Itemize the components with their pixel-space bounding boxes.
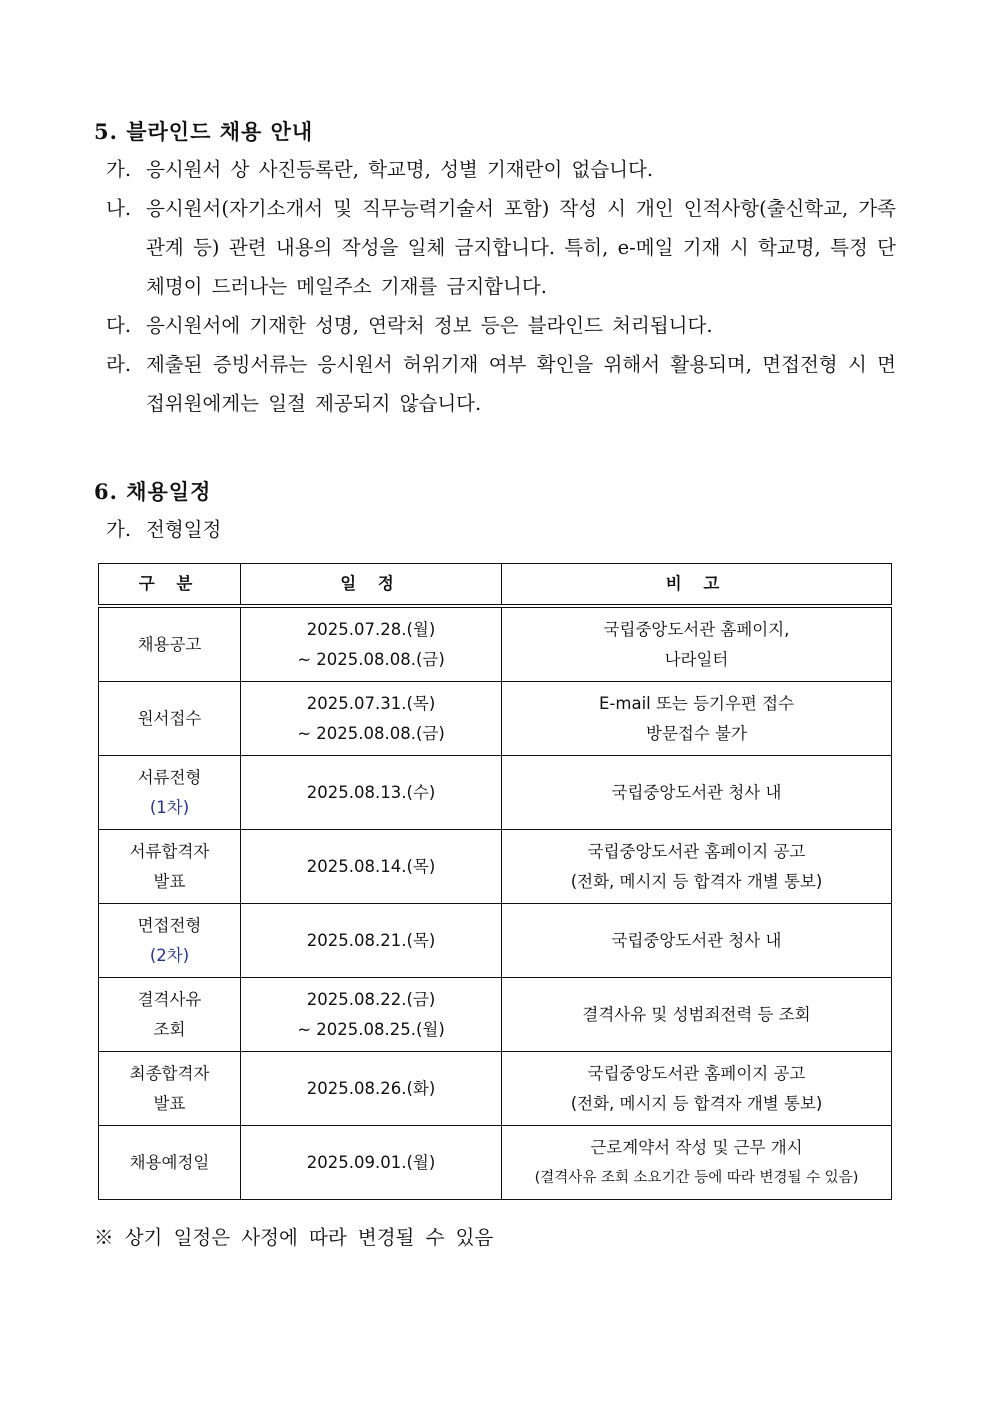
- schedule-cell: [241, 1126, 502, 1200]
- category-cell: [99, 830, 241, 904]
- category-cell: [99, 904, 241, 978]
- remarks-cell: [502, 756, 892, 830]
- sub-heading-label: 전형일정: [146, 518, 222, 541]
- schedule-cell-line-1: 2025.08.14.(목): [306, 856, 436, 876]
- table-row: [99, 1052, 892, 1126]
- schedule-cell: [241, 978, 502, 1052]
- schedule-cell-line-1: 2025.07.28.(월): [306, 619, 436, 639]
- table-header-row: [99, 564, 892, 607]
- category-cell-line-1: 채용예정일: [129, 1152, 210, 1172]
- category-cell-line-2: (2차): [149, 945, 190, 965]
- table-row: [99, 1126, 892, 1200]
- section-6-title: 6. 채용일정: [94, 479, 212, 504]
- item-text: 제출된 증빙서류는 응시원서 허위기재 여부 확인을 위해서 활용되며, 면접전형 시 면접위원에게는 일절 제공되지 않습니다.: [146, 353, 896, 415]
- category-cell-line-2: 발표: [153, 1093, 186, 1113]
- schedule-cell-line-1: 2025.07.31.(목): [306, 693, 436, 713]
- remarks-cell-line-2: (전화, 메시지 등 합격자 개별 통보): [570, 1093, 823, 1113]
- schedule-cell-line-2: ~ 2025.08.08.(금): [297, 649, 445, 669]
- list-item: [106, 345, 896, 423]
- list-item: [106, 306, 896, 345]
- schedule-cell-line-1: 2025.08.22.(금): [306, 989, 436, 1009]
- schedule-table-body: [99, 606, 892, 1200]
- schedule-cell-line-1: 2025.08.26.(화): [306, 1078, 436, 1098]
- remarks-cell-line-1: 국립중앙도서관 홈페이지 공고: [587, 841, 806, 861]
- list-item: [106, 189, 896, 306]
- header-category: 구 분: [99, 564, 241, 607]
- category-cell-line-1: 서류전형: [137, 767, 202, 787]
- category-cell: [99, 682, 241, 756]
- schedule-cell: [241, 682, 502, 756]
- remarks-cell: [502, 682, 892, 756]
- item-marker: 가.: [106, 518, 132, 541]
- item-marker: 나.: [106, 197, 132, 220]
- table-row: [99, 756, 892, 830]
- category-cell: [99, 756, 241, 830]
- category-cell-line-1: 면접전형: [137, 915, 202, 935]
- category-cell: [99, 1052, 241, 1126]
- schedule-table: [98, 563, 892, 1200]
- table-row: [99, 830, 892, 904]
- category-cell-line-1: 서류합격자: [129, 841, 210, 861]
- remarks-cell: [502, 830, 892, 904]
- category-cell-line-1: 채용공고: [137, 634, 202, 654]
- schedule-cell: [241, 756, 502, 830]
- sub-heading: [106, 510, 896, 549]
- category-cell-line-1: 원서접수: [137, 708, 202, 728]
- remarks-cell-line-2: 나라일터: [664, 649, 729, 669]
- schedule-cell-line-2: ~ 2025.08.08.(금): [297, 723, 445, 743]
- remarks-cell-line-1: 국립중앙도서관 청사 내: [611, 930, 782, 950]
- schedule-cell-line-2: ~ 2025.08.25.(월): [297, 1019, 445, 1039]
- remarks-cell-line-2: 방문접수 불가: [646, 723, 747, 743]
- remarks-cell-line-1: 국립중앙도서관 홈페이지,: [603, 619, 790, 639]
- category-cell: [99, 1126, 241, 1200]
- header-schedule: 일 정: [241, 564, 502, 607]
- remarks-cell-line-1: E-mail 또는 등기우편 접수: [599, 693, 794, 713]
- item-marker: 다.: [106, 314, 132, 337]
- category-cell-line-1: 결격사유: [137, 989, 202, 1009]
- header-remarks: 비 고: [502, 564, 892, 607]
- item-marker: 가.: [106, 158, 132, 181]
- remarks-cell: [502, 1126, 892, 1200]
- category-cell-line-2: (1차): [149, 797, 190, 817]
- remarks-cell: [502, 606, 892, 682]
- schedule-cell: [241, 1052, 502, 1126]
- category-cell: [99, 978, 241, 1052]
- schedule-cell-line-1: 2025.08.13.(수): [306, 782, 436, 802]
- schedule-cell: [241, 904, 502, 978]
- table-row: [99, 682, 892, 756]
- table-row: [99, 978, 892, 1052]
- remarks-cell-line-2: (전화, 메시지 등 합격자 개별 통보): [570, 871, 823, 891]
- schedule-cell-line-1: 2025.09.01.(월): [306, 1152, 436, 1172]
- list-item: [106, 150, 896, 189]
- section-5-title: 5. 블라인드 채용 안내: [94, 119, 314, 144]
- item-text: 응시원서(자기소개서 및 직무능력기술서 포함) 작성 시 개인 인적사항(출신학교, 가족관계 등) 관련 내용의 작성을 일체 금지합니다. 특히, e-메일 기재 시 학교명, 특정 단체명이 드러나는 메일주소 기재를 금지합니다.: [146, 197, 896, 298]
- item-text: 응시원서에 기재한 성명, 연락처 정보 등은 블라인드 처리됩니다.: [146, 314, 713, 337]
- table-row: [99, 904, 892, 978]
- remarks-cell: [502, 904, 892, 978]
- category-cell-line-2: 발표: [153, 871, 186, 891]
- table-row: [99, 606, 892, 682]
- schedule-cell: [241, 606, 502, 682]
- category-cell: [99, 606, 241, 682]
- remarks-cell-line-1: 국립중앙도서관 홈페이지 공고: [587, 1063, 806, 1083]
- category-cell-line-1: 최종합격자: [129, 1063, 210, 1083]
- item-marker: 라.: [106, 353, 132, 376]
- remarks-cell-line-1: 결격사유 및 성범죄전력 등 조회: [582, 1004, 811, 1024]
- remarks-cell: [502, 978, 892, 1052]
- remarks-cell-line-2: (결격사유 조회 소요기간 등에 따라 변경될 수 있음): [534, 1169, 859, 1186]
- remarks-cell-line-1: 국립중앙도서관 청사 내: [611, 782, 782, 802]
- schedule-cell-line-1: 2025.08.21.(목): [306, 930, 436, 950]
- footnote: ※ 상기 일정은 사정에 따라 변경될 수 있음: [94, 1226, 494, 1249]
- schedule-cell: [241, 830, 502, 904]
- category-cell-line-2: 조회: [153, 1019, 186, 1039]
- item-text: 응시원서 상 사진등록란, 학교명, 성별 기재란이 없습니다.: [146, 158, 654, 181]
- remarks-cell: [502, 1052, 892, 1126]
- remarks-cell-line-1: 근로계약서 작성 및 근무 개시: [590, 1137, 803, 1157]
